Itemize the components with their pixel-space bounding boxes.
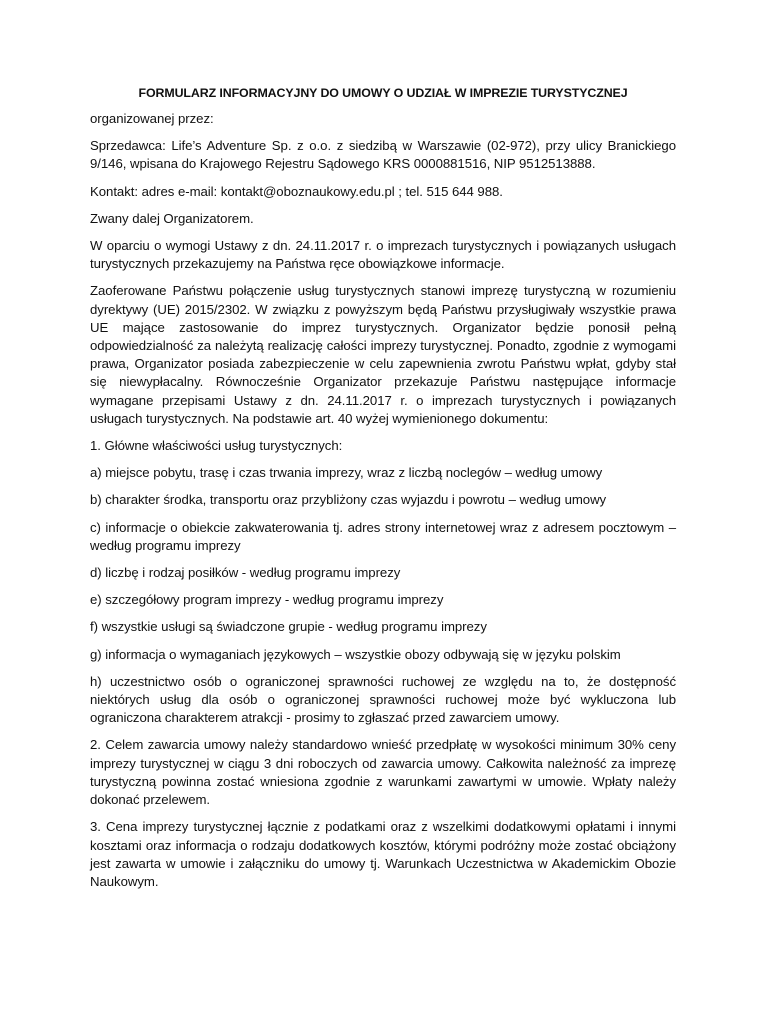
list-item-e: e) szczegółowy program imprezy - według programu imprezy bbox=[90, 592, 444, 608]
offer-paragraph: Zaoferowane Państwu połączenie usług turystycznych stanowi imprezę turystyczną w rozumieniu dyrektywy (UE) 2015/2302. W związku z powyższym będą Państwu przysługiwały wszystkie prawa UE mające zastosowanie do imprez turystycznych. Organizator będzie ponosił pełną odpowiedzialność za należytą realizację całości imprezy turystycznej. Ponadto, zgodnie z wymogami prawa, Organizator posiada zabezpieczenie w celu zapewnienia zwrotu Państwu wpłat, gdyby stał się niewypłacalny. Równocześnie Organizator przekazuje Państwu następujące informacje wymagane przepisami Ustawy z dn. 24.11.2017 r. o imprezach turystycznych i powiązanych usługach turystycznych. Na podstawie art. 40 wyżej wymienionego dokumentu: bbox=[90, 283, 676, 426]
list-item-h: h) uczestnictwo osób o ograniczonej sprawności ruchowej ze względu na to, że dostępność niektórych usług dla osób o ograniczonej sprawności ruchowej może być wykluczona lub ograniczona charakterem atrakcji - prosimy to zgłaszać przed zawarciem umowy. bbox=[90, 673, 676, 726]
list-item-d: d) liczbę i rodzaj posiłków - według programu imprezy bbox=[90, 565, 401, 581]
document-page bbox=[90, 84, 676, 900]
list-item-a: a) miejsce pobytu, trasę i czas trwania imprezy, wraz z liczbą noclegów – według umowy bbox=[90, 465, 603, 481]
section-2-paragraph: 2. Celem zawarcia umowy należy standardowo wnieść przedpłatę w wysokości minimum 30% ceny imprezy turystycznej w ciągu 3 dni roboczych od zawarcia umowy. Całkowita należność za imprezę turystyczną powinna zostać wniesiona zgodnie z warunkami zawartymi w umowie. Wpłaty należy dokonać przelewem. bbox=[90, 737, 676, 808]
section-3-paragraph: 3. Cena imprezy turystycznej łącznie z podatkami oraz z wszelkimi dodatkowymi opłatami i innymi kosztami oraz informacja o rodzaju dodatkowych kosztów, którymi podróżny może zostać obciążony jest zawarta w umowie i załączniku do umowy tj. Warunkach Uczestnictwa w Akademickim Obozie Naukowym. bbox=[90, 819, 676, 889]
list-item-f: f) wszystkie usługi są świadczone grupie - według programu imprezy bbox=[90, 619, 487, 635]
list-item-b: b) charakter środka, transportu oraz przybliżony czas wyjazdu i powrotu – według umowy bbox=[90, 492, 607, 508]
seller-paragraph: Sprzedawca: Life’s Adventure Sp. z o.o. z siedzibą w Warszawie (02-972), przy ulicy Branickiego 9/146, wpisana do Krajowego Rejestru Sądowego KRS 0000881516, NIP 9512513888. bbox=[90, 138, 676, 172]
contact-paragraph: Kontakt: adres e-mail: kontakt@oboznaukowy.edu.pl ; tel. 515 644 988. bbox=[90, 183, 503, 199]
intro-paragraph: W oparciu o wymogi Ustawy z dn. 24.11.2017 r. o imprezach turystycznych i powiązanych usługach turystycznych przekazujemy na Państwa ręce obowiązkowe informacje. bbox=[90, 238, 676, 272]
organized-by-text: organizowanej przez: bbox=[90, 111, 214, 126]
list-item-g: g) informacja o wymaganiach językowych – wszystkie obozy odbywają się w języku polskim bbox=[90, 646, 621, 662]
list-item-c: c) informacje o obiekcie zakwaterowania tj. adres strony internetowej wraz z adresem pocztowym – według programu imprezy bbox=[90, 519, 676, 553]
called-paragraph: Zwany dalej Organizatorem. bbox=[90, 210, 254, 226]
document-title: FORMULARZ INFORMACYJNY DO UMOWY O UDZIAŁ W IMPREZIE TURYSTYCZNEJ bbox=[138, 86, 628, 100]
section-1-heading: 1. Główne właściwości usług turystycznych: bbox=[90, 438, 343, 454]
